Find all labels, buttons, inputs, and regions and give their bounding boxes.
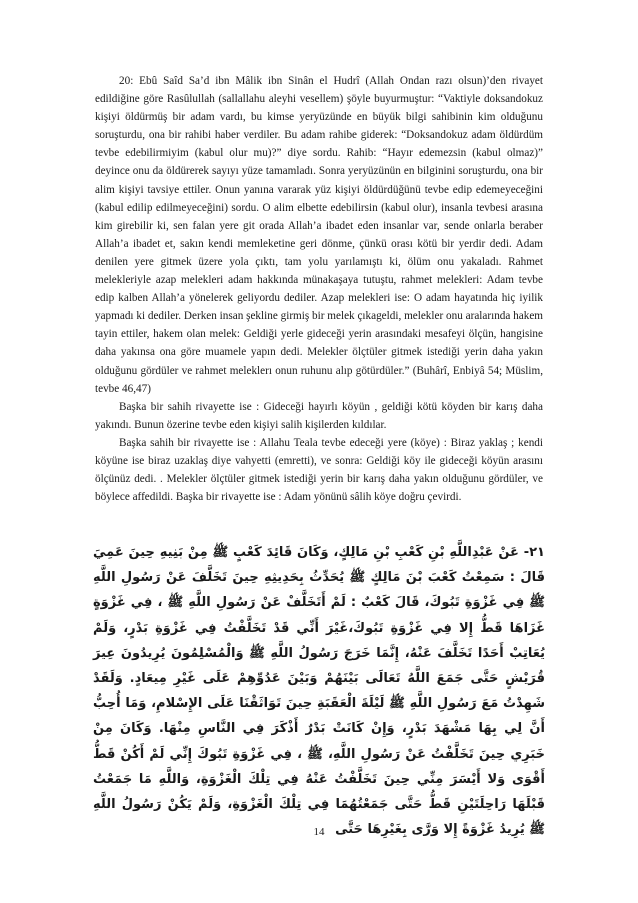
page-number: 14 [313, 826, 325, 838]
paragraph-hadith-20: 20: Ebû Saîd Sa’d ibn Mâlik ibn Sinân el Hudrî (Allah Ondan razı olsun)’den rivayet edildiğine göre Rasûlullah (sallallahu aleyhi vesellem) şöyle buyurmuştur: “Vaktiyle doksandokuz kişiyi öldürmüş bir adam vardı, bu kimse yeryüzünde en büyük bilgi sahibinin kim olduğunu soruşturdu, ona bir rahibi haber verdiler. Bu adam rahibe giderek: “Doksandokuz adam öldürdüm tevbe edebilirmiyim (kabul olur mu)?” diye sordu. Rahib: “Hayır edemezsin (kabul olmaz)” deyince onu da öldürerek sayıyı yüze tamamladı. Sonra yeryüzünün en bilginini soruşturdu, ona bir alim kişiyi tavsiye ettiler. Onun yanına vararak yüz kişiyi öldürdüğünü tevbe edip edemeyeceğini (kabul edilip edilmeyeceğini) sordu. O alim elbette edebilirsin (kabul olur), insanla tevbesi arasına kim girebilir ki, sen falan yere git orada Allah’a ibadet eden insanlar var, sende onlarla beraber Allah’a ibadet et, sakın kendi memleketine geri dönme, çünkü orası kötü bir yerdir dedi. Adam denilen yere gitmek üzere yola çıktı, tam yolu yarılamıştı ki, ölüm onu yakaladı. Rahmet melekleriyle azap melekleri adam hakkında münakaşaya tutuştu, rahmet melekleri: Adam tevbe edip kalben Allah’a yönelerek geliyordu dediler. Azap melekleri ise: O adam hayatında hiç iyilik yapmadı ki dediler. Derken insan şekline girmiş bir melek çıkageldi, melekler onu aralarında hakem tayin ettiler, hakem olan melek: Geldiği yerle gideceği yerin arasındaki mesafeyi ölçün, hangisine daha yakınsa ona göre muamele yapın dedi. Melekler ölçtüler gitmek istediği yerin daha yakın olduğunu gördüler ve rahmet meleklerı onun ruhunu alıp götürdüler.” (Buhârî, Enbiyâ 54; Müslim, tevbe 46,47) [95, 75, 543, 395]
arabic-text-block [93, 540, 545, 842]
arabic-paragraph: ٢١- عَنْ عَبْدِاللَّهِ بْنِ كَعْبِ بْنِ مَالِكٍ، وَكَانَ قَائِدَ كَعْبٍ ﷺ مِنْ بَنِيهِ حِينَ عَمِيَ قَالَ : سَمِعْتُ كَعْبَ بْنَ مَالِكٍ ﷺ يُحَدِّثُ بِحَدِيثِهِ حِينَ تَخَلَّفَ عَنْ رَسُولِ اللَّهِ ﷺ فِي غَزْوَةِ تَبُوكَ، قَالَ كَعْبٌ : لَمْ أَتَخَلَّفْ عَنْ رَسُولِ اللَّهِ ﷺ ، فِي غَزْوَةٍ غَزَاهَا قَطُّ إِلا فِي غَزْوَةِ تَبُوكَ،غَيْرَ أَنِّي قَدْ تَخَلَّفْتُ فِي غَزْوَةِ بَدْرٍ، وَلَمْ يُعَاتِبْ أَحَدًا تَخَلَّفَ عَنْهُ، إِنَّمَا خَرَجَ رَسُولُ اللَّهِ ﷺ وَالْمُسْلِمُونَ يُرِيدُونَ عِيرَ قُرَيْشٍ حَتَّى جَمَعَ اللَّهُ تَعَالَى بَيْنَهُمْ وَبَيْنَ عَدُوِّهِمْ عَلَى غَيْرِ مِيعَادٍ. وَلَقَدْ شَهِدْتُ مَعَ رَسُولِ اللَّهِ ﷺ لَيْلَةَ الْعَقَبَةِ حِينَ تَوَاثَقْنَا عَلَى الإِسْلامِ، وَمَا أُحِبُّ أَنَّ لِي بِهَا مَشْهَدَ بَدْرٍ، وَإِنْ كَانَتْ بَدْرٌ أَذْكَرَ فِي النَّاسِ مِنْهَا. وَكَانَ مِنْ خَبَرِي حِينَ تَخَلَّفْتُ عَنْ رَسُولِ اللَّهِ، ﷺ ، فِي غَزْوَةِ تَبُوكَ إِنِّي لَمْ أَكُنْ قَطُّ أَقْوَى وَلا أَيْسَرَ مِنِّي حِينَ تَخَلَّفْتُ عَنْهُ فِي تِلْكَ الْغَزْوَةِ، وَاللَّهِ مَا جَمَعْتُ قَبْلَهَا رَاحِلَتَيْنِ قَطُّ حَتَّى جَمَعْتُهُمَا فِي تِلْكَ الْغَزْوَةِ، وَلَمْ يَكُنْ رَسُولُ اللَّهِ ﷺ يُرِيدُ غَزْوَةً إِلا وَرَّى بِغَيْرِهَا حَتَّى [93, 545, 545, 838]
paragraph-other-narration: Başka bir sahih rivayette ise : Gideceği hayırlı köyün , geldiği kötü köyden bir karış daha yakındı. Bunun özerine tevbe eden kişiyi salih kişilerden kıldılar. [95, 400, 543, 431]
paragraph-another-narration: Başka sahih bir rivayette ise : Allahu Teala tevbe edeceği yere (köye) : Biraz yaklaş ; kendi köyüne ise biraz uzaklaş diye vahyetti (emretti), ve sonra: Geldiği köy ile gideceği köyün arasını ölçünüz dedi. . Melekler ölçtüler gitmek istediği yerin bir karış daha yakın olduğunu gördüler, ve böylece affedildi. Başka bir rivayette ise : Adam yönünü sâlih köye doğru çevirdi. [95, 436, 543, 504]
turkish-text-block [95, 72, 543, 506]
